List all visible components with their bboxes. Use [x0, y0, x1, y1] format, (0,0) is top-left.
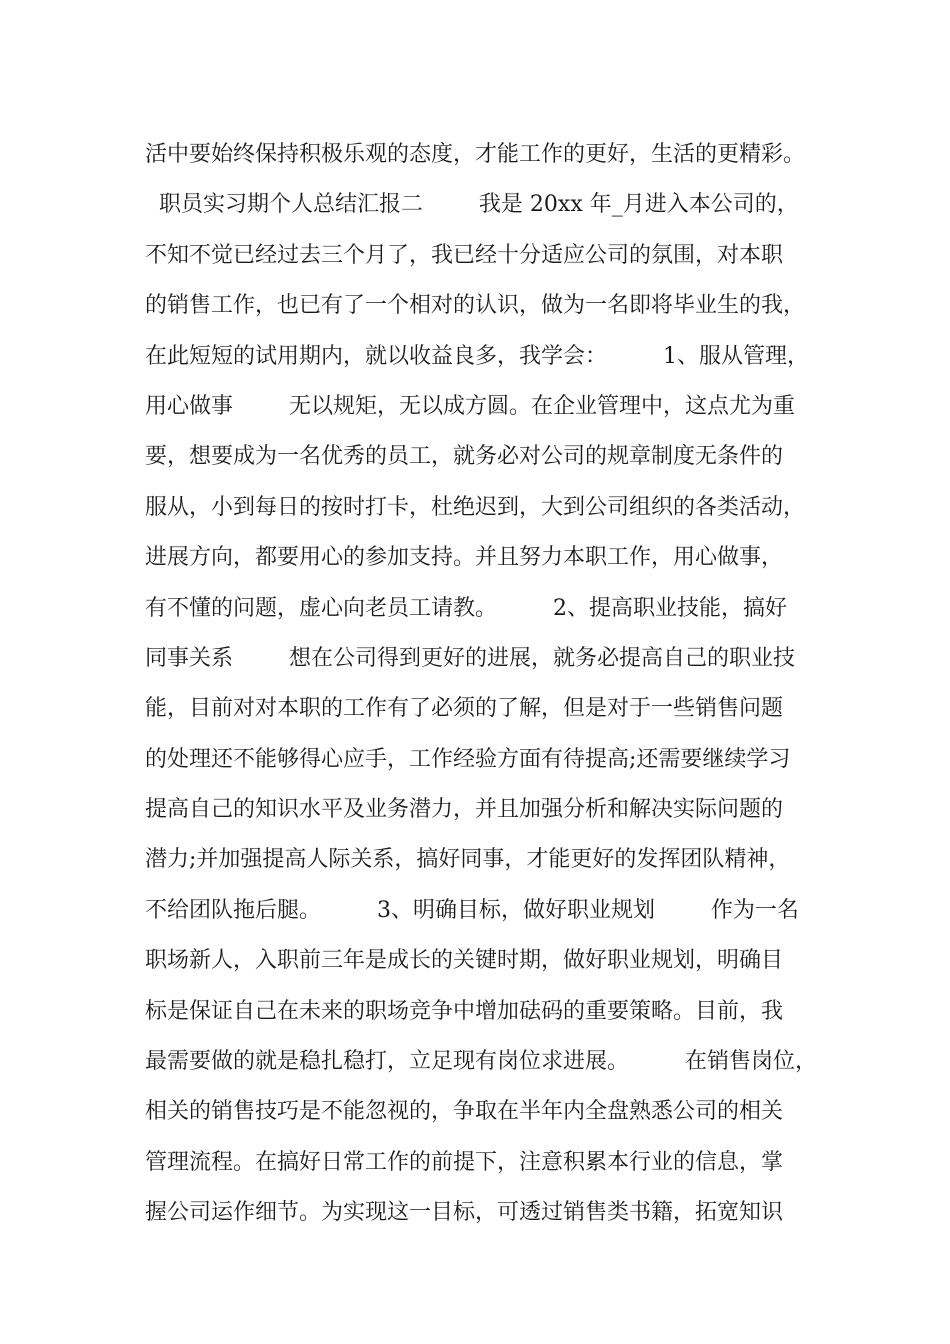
text-line: 的销售工作，也已有了一个相对的认识，做为一名即将毕业生的我，	[145, 293, 806, 319]
text-line: 提高自己的知识水平及业务潜力，并且加强分析和解决实际问题的	[145, 797, 784, 823]
text-line: 职员实习期个人总结汇报二 我是 20xx 年_月进入本公司的，	[145, 192, 799, 218]
text-line: 服从，小到每日的按时打卡，杜绝迟到，大到公司组织的各类活动，	[145, 494, 806, 520]
text-line: 握公司运作细节。为实现这一目标，可透过销售类书籍，拓宽知识	[145, 1200, 784, 1226]
text-line: 不给团队拖后腿。 3、明确目标，做好职业规划 作为一名	[145, 897, 799, 923]
text-line: 标是保证自己在未来的职场竞争中增加砝码的重要策略。目前，我	[145, 998, 784, 1024]
text-line: 不知不觉已经过去三个月了，我已经十分适应公司的氛围，对本职	[145, 242, 784, 268]
text-line: 能，目前对对本职的工作有了必须的了解，但是对于一些销售问题	[145, 696, 784, 722]
body-text	[145, 130, 825, 1239]
text-line: 相关的销售技巧是不能忽视的，争取在半年内全盘熟悉公司的相关	[145, 1099, 784, 1125]
text-line: 同事关系 想在公司得到更好的进展，就务必提高自己的职业技	[145, 645, 795, 671]
text-line: 在此短短的试用期内，就以收益良多，我学会： 1、服从管理，	[145, 343, 809, 369]
text-line: 用心做事 无以规矩，无以成方圆。在企业管理中，这点尤为重	[145, 393, 795, 419]
text-line: 潜力;并加强提高人际关系，搞好同事，才能更好的发挥团队精神，	[145, 847, 791, 873]
text-line: 有不懂的问题，虚心向老员工请教。 2、提高职业技能，搞好	[145, 595, 787, 621]
text-line: 管理流程。在搞好日常工作的前提下，注意积累本行业的信息，掌	[145, 1149, 784, 1175]
text-line: 的处理还不能够得心应手，工作经验方面有待提高;还需要继续学习	[145, 746, 791, 772]
text-line: 要，想要成为一名优秀的员工，就务必对公司的规章制度无条件的	[145, 444, 784, 470]
text-line: 进展方向，都要用心的参加支持。并且努力本职工作，用心做事，	[145, 545, 784, 571]
text-line: 职场新人，入职前三年是成长的关键时期，做好职业规划，明确目	[145, 948, 784, 974]
text-line: 最需要做的就是稳扎稳打，立足现有岗位求进展。 在销售岗位，	[145, 1049, 817, 1075]
text-line: 活中要始终保持积极乐观的态度，才能工作的更好，生活的更精彩。	[145, 142, 806, 167]
